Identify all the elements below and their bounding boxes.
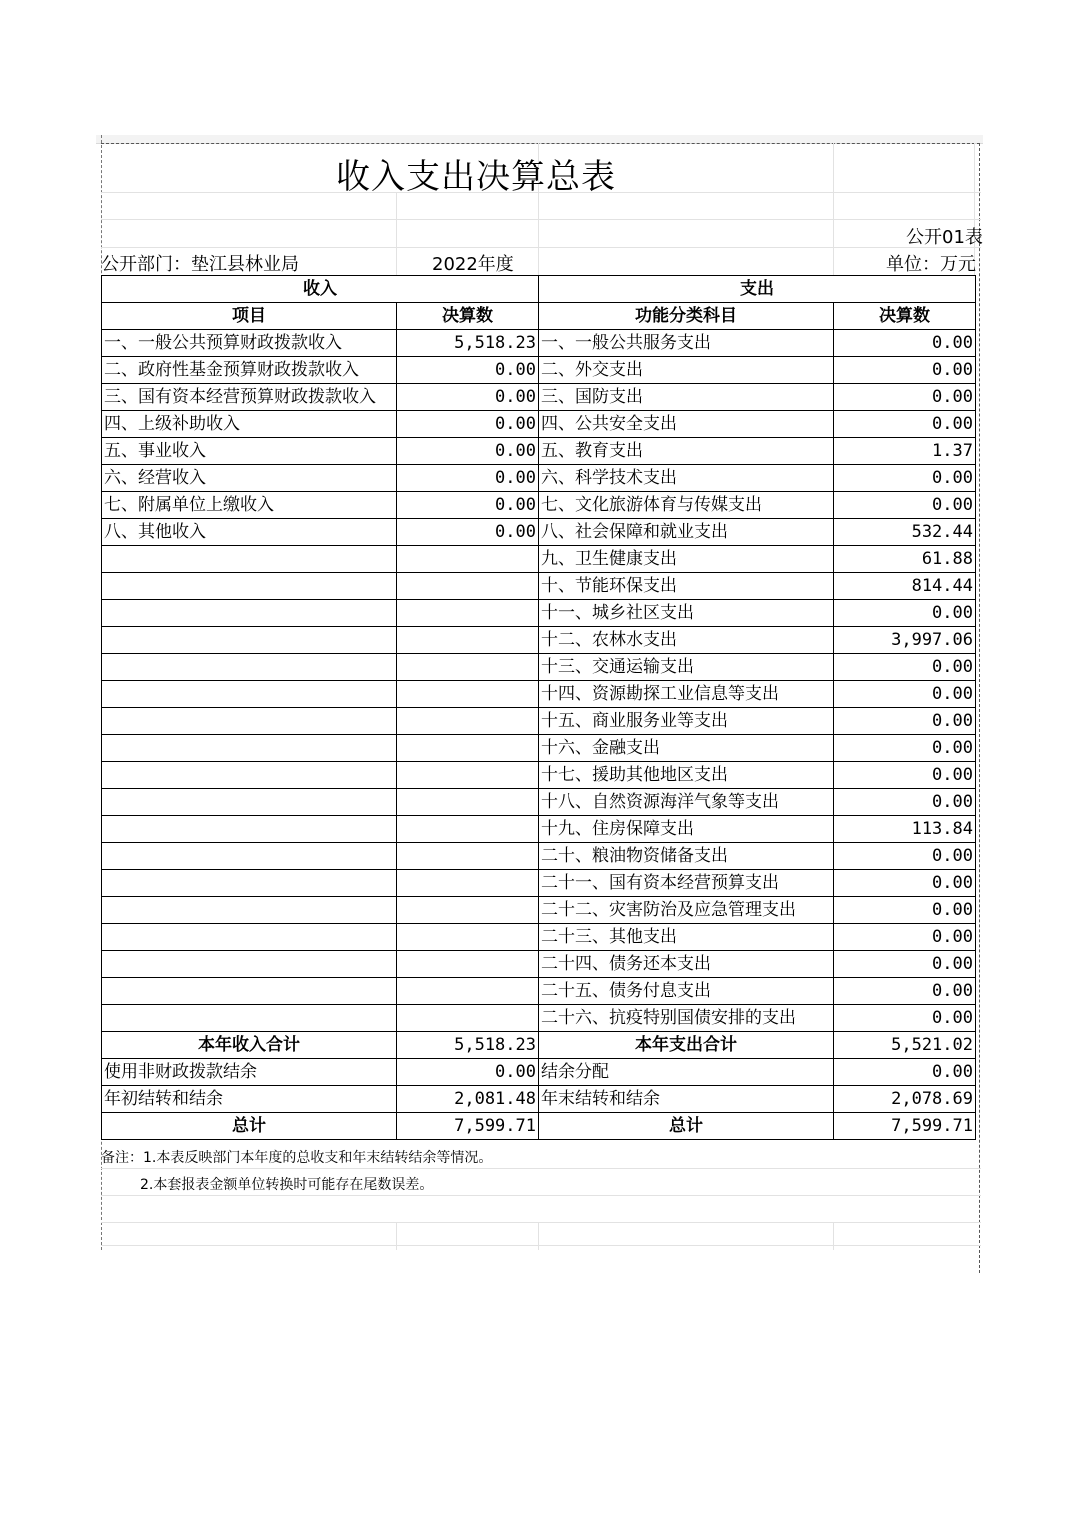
table-row [102, 708, 976, 735]
income-item-cell [102, 708, 397, 735]
income-item-cell [102, 546, 397, 573]
gridline [101, 219, 981, 220]
expense-amount-cell: 0.00 [834, 1005, 976, 1032]
expense-amount-cell: 0.00 [834, 843, 976, 870]
income-item-cell [102, 870, 397, 897]
table-row [102, 924, 976, 951]
table-row [102, 438, 976, 465]
income-amount-cell: 0.00 [397, 519, 539, 546]
income-item-cell [102, 735, 397, 762]
expense-amount-cell: 0.00 [834, 789, 976, 816]
table-row [102, 519, 976, 546]
income-amount-cell: 0.00 [397, 438, 539, 465]
table-row [102, 762, 976, 789]
nonfiscal-row [102, 1059, 976, 1086]
income-amount-cell [397, 681, 539, 708]
expense-item-cell: 四、公共安全支出 [539, 411, 834, 438]
expense-amount-cell: 0.00 [834, 654, 976, 681]
income-amount-cell [397, 897, 539, 924]
spreadsheet-sheet [96, 135, 983, 1250]
expense-item-cell: 十二、农林水支出 [539, 627, 834, 654]
income-amount-cell: 0.00 [397, 357, 539, 384]
section-header-row [102, 276, 976, 303]
table-row [102, 492, 976, 519]
expense-amount-cell: 0.00 [834, 762, 976, 789]
expense-amount-cell: 814.44 [834, 573, 976, 600]
expense-section-header: 支出 [539, 276, 976, 303]
table-row [102, 843, 976, 870]
gridline [101, 1222, 981, 1223]
expense-item-cell: 十四、资源勘探工业信息等支出 [539, 681, 834, 708]
note-line-1: 备注：1.本表反映部门本年度的总收支和年末结转结余等情况。 [101, 1150, 493, 1166]
function-item-column-header: 功能分类科目 [539, 303, 834, 330]
expense-amount-cell: 0.00 [834, 357, 976, 384]
income-item-cell [102, 816, 397, 843]
gridline [396, 192, 397, 275]
print-area-border-top [101, 143, 980, 144]
amount2-column-header: 决算数 [834, 303, 976, 330]
amount-column-header: 决算数 [397, 303, 539, 330]
income-amount-cell [397, 654, 539, 681]
gridline [833, 1222, 834, 1250]
nonfiscal-label: 使用非财政拨款结余 [102, 1059, 397, 1086]
income-item-cell [102, 1005, 397, 1032]
expense-amount-cell: 532.44 [834, 519, 976, 546]
table-row [102, 357, 976, 384]
carryover-row [102, 1086, 976, 1113]
table-row [102, 735, 976, 762]
income-total-row [102, 1032, 976, 1059]
expense-item-cell: 十三、交通运输支出 [539, 654, 834, 681]
gridline [538, 1222, 539, 1250]
income-amount-cell [397, 1005, 539, 1032]
table-row [102, 627, 976, 654]
income-section-header: 收入 [102, 276, 539, 303]
report-title: 收入支出决算总表 [336, 157, 616, 197]
table-row [102, 870, 976, 897]
expense-amount-cell: 0.00 [834, 951, 976, 978]
item-column-header: 项目 [102, 303, 397, 330]
income-item-cell: 六、经营收入 [102, 465, 397, 492]
income-amount-cell [397, 924, 539, 951]
income-item-cell [102, 600, 397, 627]
expense-amount-cell: 61.88 [834, 546, 976, 573]
income-amount-cell: 0.00 [397, 384, 539, 411]
gridline [833, 143, 834, 275]
income-item-cell [102, 978, 397, 1005]
expense-amount-cell: 0.00 [834, 411, 976, 438]
expense-item-cell: 八、社会保障和就业支出 [539, 519, 834, 546]
expense-item-cell: 十一、城乡社区支出 [539, 600, 834, 627]
grand-total-row [102, 1113, 976, 1140]
expense-amount-cell: 1.37 [834, 438, 976, 465]
income-amount-cell: 0.00 [397, 492, 539, 519]
income-amount-cell: 0.00 [397, 465, 539, 492]
income-item-cell [102, 843, 397, 870]
income-item-cell [102, 951, 397, 978]
budget-table [101, 275, 976, 1140]
grand-total-right: 7,599.71 [834, 1113, 976, 1140]
gridline [101, 1245, 981, 1246]
expense-item-cell: 十八、自然资源海洋气象等支出 [539, 789, 834, 816]
gridline [101, 247, 981, 248]
form-number: 公开01表 [906, 227, 983, 248]
income-item-cell [102, 654, 397, 681]
income-total-label: 本年收入合计 [102, 1032, 397, 1059]
income-item-cell [102, 789, 397, 816]
income-item-cell: 七、附属单位上缴收入 [102, 492, 397, 519]
income-item-cell: 一、一般公共预算财政拨款收入 [102, 330, 397, 357]
table-row [102, 600, 976, 627]
department-label: 公开部门：垫江县林业局 [101, 254, 299, 275]
income-item-cell: 四、上级补助收入 [102, 411, 397, 438]
income-amount-cell [397, 843, 539, 870]
note-line-2: 2.本套报表金额单位转换时可能存在尾数误差。 [140, 1177, 434, 1193]
income-item-cell [102, 627, 397, 654]
income-amount-cell [397, 708, 539, 735]
grand-total-label-left: 总计 [102, 1113, 397, 1140]
expense-item-cell: 十、节能环保支出 [539, 573, 834, 600]
expense-item-cell: 十七、援助其他地区支出 [539, 762, 834, 789]
table-row [102, 1005, 976, 1032]
table-row [102, 978, 976, 1005]
expense-item-cell: 二十四、债务还本支出 [539, 951, 834, 978]
income-total-value: 5,518.23 [397, 1032, 539, 1059]
gridline [101, 1195, 981, 1196]
income-item-cell [102, 762, 397, 789]
table-row [102, 789, 976, 816]
expense-item-cell: 九、卫生健康支出 [539, 546, 834, 573]
expense-item-cell: 一、一般公共服务支出 [539, 330, 834, 357]
expense-item-cell: 七、文化旅游体育与传媒支出 [539, 492, 834, 519]
expense-item-cell: 六、科学技术支出 [539, 465, 834, 492]
expense-item-cell: 二十、粮油物资储备支出 [539, 843, 834, 870]
expense-amount-cell: 0.00 [834, 600, 976, 627]
expense-item-cell: 二十五、债务付息支出 [539, 978, 834, 1005]
expense-item-cell: 五、教育支出 [539, 438, 834, 465]
table-row [102, 681, 976, 708]
nonfiscal-value: 0.00 [397, 1059, 539, 1086]
income-item-cell: 五、事业收入 [102, 438, 397, 465]
expense-amount-cell: 0.00 [834, 924, 976, 951]
begin-carryover-label: 年初结转和结余 [102, 1086, 397, 1113]
expense-item-cell: 三、国防支出 [539, 384, 834, 411]
income-amount-cell [397, 627, 539, 654]
income-amount-cell [397, 951, 539, 978]
expense-amount-cell: 0.00 [834, 330, 976, 357]
income-item-cell: 二、政府性基金预算财政拨款收入 [102, 357, 397, 384]
expense-item-cell: 二、外交支出 [539, 357, 834, 384]
table-row [102, 951, 976, 978]
expense-amount-cell: 0.00 [834, 384, 976, 411]
expense-total-label: 本年支出合计 [539, 1032, 834, 1059]
income-item-cell: 八、其他收入 [102, 519, 397, 546]
print-area-border-right [979, 143, 980, 1273]
table-row [102, 816, 976, 843]
income-item-cell [102, 573, 397, 600]
expense-item-cell: 二十三、其他支出 [539, 924, 834, 951]
income-item-cell [102, 681, 397, 708]
end-carryover-label: 年末结转和结余 [539, 1086, 834, 1113]
column-header-row [102, 303, 976, 330]
expense-item-cell: 二十一、国有资本经营预算支出 [539, 870, 834, 897]
expense-amount-cell: 0.00 [834, 870, 976, 897]
income-amount-cell [397, 978, 539, 1005]
income-amount-cell [397, 870, 539, 897]
expense-amount-cell: 0.00 [834, 681, 976, 708]
income-amount-cell: 0.00 [397, 411, 539, 438]
surplus-allocation-label: 结余分配 [539, 1059, 834, 1086]
unit-label: 单位：万元 [886, 254, 976, 275]
expense-item-cell: 二十六、抗疫特别国债安排的支出 [539, 1005, 834, 1032]
expense-item-cell: 十五、商业服务业等支出 [539, 708, 834, 735]
income-amount-cell: 5,518.23 [397, 330, 539, 357]
table-row [102, 384, 976, 411]
expense-amount-cell: 0.00 [834, 465, 976, 492]
table-row [102, 546, 976, 573]
surplus-allocation-value: 0.00 [834, 1059, 976, 1086]
table-row [102, 573, 976, 600]
expense-item-cell: 二十二、灾害防治及应急管理支出 [539, 897, 834, 924]
end-carryover-value: 2,078.69 [834, 1086, 976, 1113]
expense-amount-cell: 0.00 [834, 897, 976, 924]
income-item-cell: 三、国有资本经营预算财政拨款收入 [102, 384, 397, 411]
expense-amount-cell: 0.00 [834, 735, 976, 762]
income-amount-cell [397, 816, 539, 843]
income-amount-cell [397, 546, 539, 573]
grand-total-label-right: 总计 [539, 1113, 834, 1140]
expense-item-cell: 十六、金融支出 [539, 735, 834, 762]
expense-item-cell: 十九、住房保障支出 [539, 816, 834, 843]
fiscal-year: 2022年度 [432, 254, 514, 275]
expense-amount-cell: 113.84 [834, 816, 976, 843]
income-amount-cell [397, 573, 539, 600]
expense-amount-cell: 0.00 [834, 978, 976, 1005]
begin-carryover-value: 2,081.48 [397, 1086, 539, 1113]
table-row [102, 411, 976, 438]
expense-amount-cell: 0.00 [834, 708, 976, 735]
income-item-cell [102, 897, 397, 924]
table-row [102, 330, 976, 357]
table-row [102, 465, 976, 492]
income-amount-cell [397, 789, 539, 816]
expense-amount-cell: 0.00 [834, 492, 976, 519]
gridline [101, 1168, 981, 1169]
grand-total-left: 7,599.71 [397, 1113, 539, 1140]
table-row [102, 897, 976, 924]
income-amount-cell [397, 735, 539, 762]
table-row [102, 654, 976, 681]
income-item-cell [102, 924, 397, 951]
expense-amount-cell: 3,997.06 [834, 627, 976, 654]
income-amount-cell [397, 600, 539, 627]
income-amount-cell [397, 762, 539, 789]
gridline [396, 1222, 397, 1250]
expense-total-value: 5,521.02 [834, 1032, 976, 1059]
